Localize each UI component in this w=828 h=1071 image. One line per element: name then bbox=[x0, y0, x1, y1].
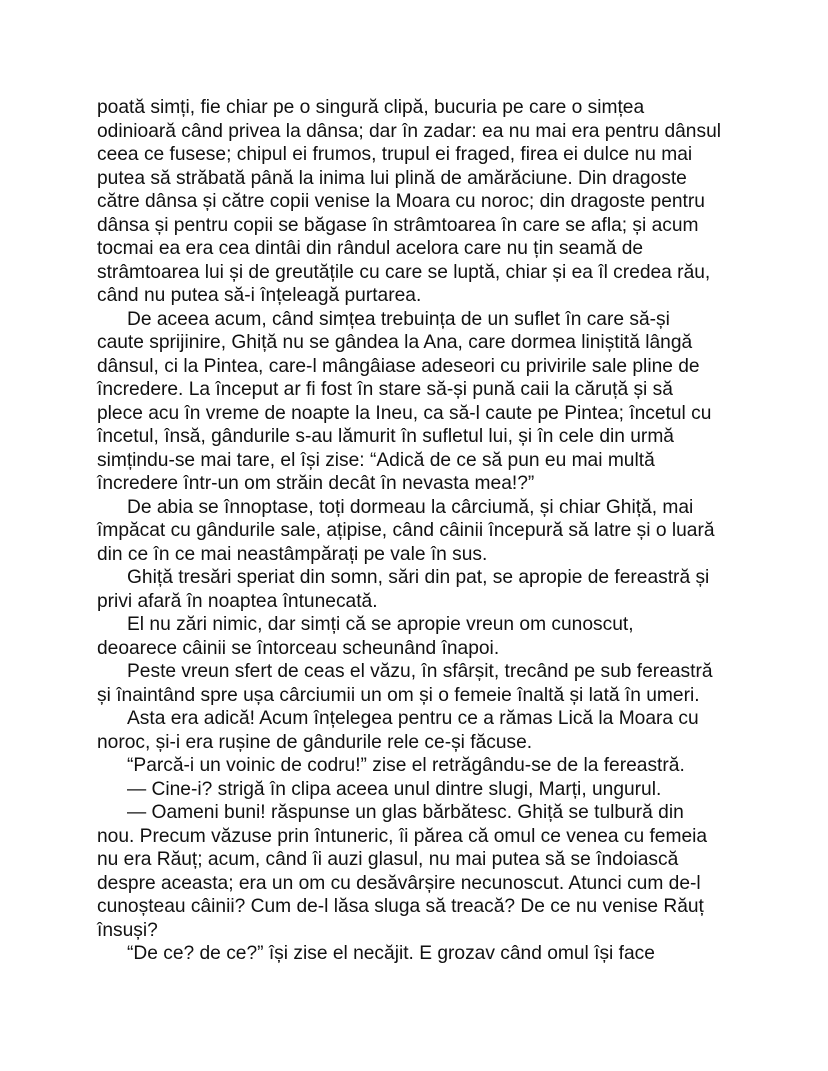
text-line: putea să străbată până la inima lui plină de amărăciune. Din dragoste bbox=[97, 167, 687, 189]
text-line: cunoșteau câinii? Cum de-l lăsa sluga să treacă? De ce nu venise Răuț bbox=[97, 896, 704, 917]
text-line: din ce în ce mai neastâmpărați pe vale în sus. bbox=[97, 543, 488, 565]
text-line: încetul, însă, gândurile s-au lămurit în sufletul lui, și în cele din urmă bbox=[97, 426, 674, 447]
text-line: nou. Precum văzuse prin întuneric, îi părea că omul ce venea cu femeia bbox=[97, 825, 708, 847]
paragraph bbox=[97, 496, 757, 567]
text-line: “Parcă-i un voinic de codru!” zise el retrăgându-se de la fereastră. bbox=[127, 755, 685, 776]
text-line: Ghiță tresări speriat din somn, sări din pat, se apropie de fereastră și bbox=[127, 567, 710, 588]
text-line: poată simți, fie chiar pe o singură clipă, bucuria pe care o simțea bbox=[97, 97, 645, 118]
text-line: odinioară când privea la dânsa; dar în zadar: ea nu mai era pentru dânsul bbox=[97, 120, 721, 142]
paragraph bbox=[97, 942, 757, 966]
text-line: Peste vreun sfert de ceas el văzu, în sfârșit, trecând pe sub fereastră bbox=[127, 661, 713, 682]
paragraph bbox=[97, 308, 757, 496]
text-line: dânsa și pentru copii se băgase în strâmtoarea în care se afla; și acum bbox=[97, 214, 699, 236]
text-line: nu era Răuț; acum, când îi auzi glasul, nu mai putea să se îndoiască bbox=[97, 849, 679, 870]
text-line: deoarece câinii se întorceau scheunând înapoi. bbox=[97, 637, 500, 659]
text-line: El nu zări nimic, dar simți că se apropie vreun om cunoscut, bbox=[127, 614, 634, 635]
text-line: privi afară în noaptea întunecată. bbox=[97, 590, 378, 612]
text-line: strâmtoarea lui și de greutățile cu care se luptă, chiar și ea îl credea rău, bbox=[97, 261, 711, 283]
text-line: către dânsa și către copii venise la Moara cu noroc; din dragoste pentru bbox=[97, 191, 705, 212]
paragraph bbox=[97, 778, 757, 802]
text-line: tocmai ea era cea dintâi din rândul acelora care nu țin seamă de bbox=[97, 238, 644, 259]
paragraph bbox=[97, 566, 757, 613]
paragraph bbox=[97, 96, 757, 308]
text-line: simțindu-se mai tare, el își zise: “Adică de ce să pun eu mai multă bbox=[97, 449, 655, 471]
paragraph bbox=[97, 660, 757, 707]
text-line: și înaintând spre ușa cârciumii un om și o femeie înaltă și lată în umeri. bbox=[97, 684, 700, 706]
text-line: plece acu în vreme de noapte la Ineu, ca să-l caute pe Pintea; încetul cu bbox=[97, 402, 712, 424]
text-line: însuși? bbox=[97, 919, 158, 941]
paragraph bbox=[97, 754, 757, 778]
text-line: “De ce? de ce?” își zise el necăjit. E grozav când omul își face bbox=[127, 943, 655, 964]
text-line: — Cine-i? strigă în clipa aceea unul dintre slugi, Marți, ungurul. bbox=[127, 778, 662, 800]
text-line: despre aceasta; era un om cu desăvârșire necunoscut. Atunci cum de-l bbox=[97, 872, 701, 894]
text-line: De aceea acum, când simțea trebuința de un suflet în care să-și bbox=[127, 308, 670, 330]
text-line: — Oameni buni! răspunse un glas bărbătesc. Ghiță se tulbură din bbox=[127, 802, 684, 823]
text-line: dânsul, ci la Pintea, care-l mângâiase adeseori cu privirile sale pline de bbox=[97, 355, 700, 377]
text-line: Asta era adică! Acum înțelegea pentru ce a rămas Lică la Moara cu bbox=[127, 708, 699, 729]
paragraph bbox=[97, 613, 757, 660]
document-page bbox=[97, 96, 757, 966]
text-line: ceea ce fusese; chipul ei frumos, trupul ei fraged, firea ei dulce nu mai bbox=[97, 144, 693, 165]
text-line: încredere. La început ar fi fost în stare să-și pună caii la căruță și să bbox=[97, 379, 673, 400]
text-line: De abia se înnoptase, toți dormeau la cârciumă, și chiar Ghiță, mai bbox=[127, 496, 694, 518]
text-line: încredere într-un om străin decât în nevasta mea!?” bbox=[97, 473, 535, 494]
text-line: când nu putea să-i înțeleagă purtarea. bbox=[97, 285, 422, 306]
paragraph bbox=[97, 801, 757, 942]
text-line: caute sprijinire, Ghiță nu se gândea la Ana, care dormea liniștită lângă bbox=[97, 332, 693, 353]
text-line: noroc, și-i era rușine de gândurile rele ce-și făcuse. bbox=[97, 731, 533, 753]
paragraph bbox=[97, 707, 757, 754]
text-line: împăcat cu gândurile sale, ațipise, când câinii începură să latre și o luară bbox=[97, 520, 715, 541]
